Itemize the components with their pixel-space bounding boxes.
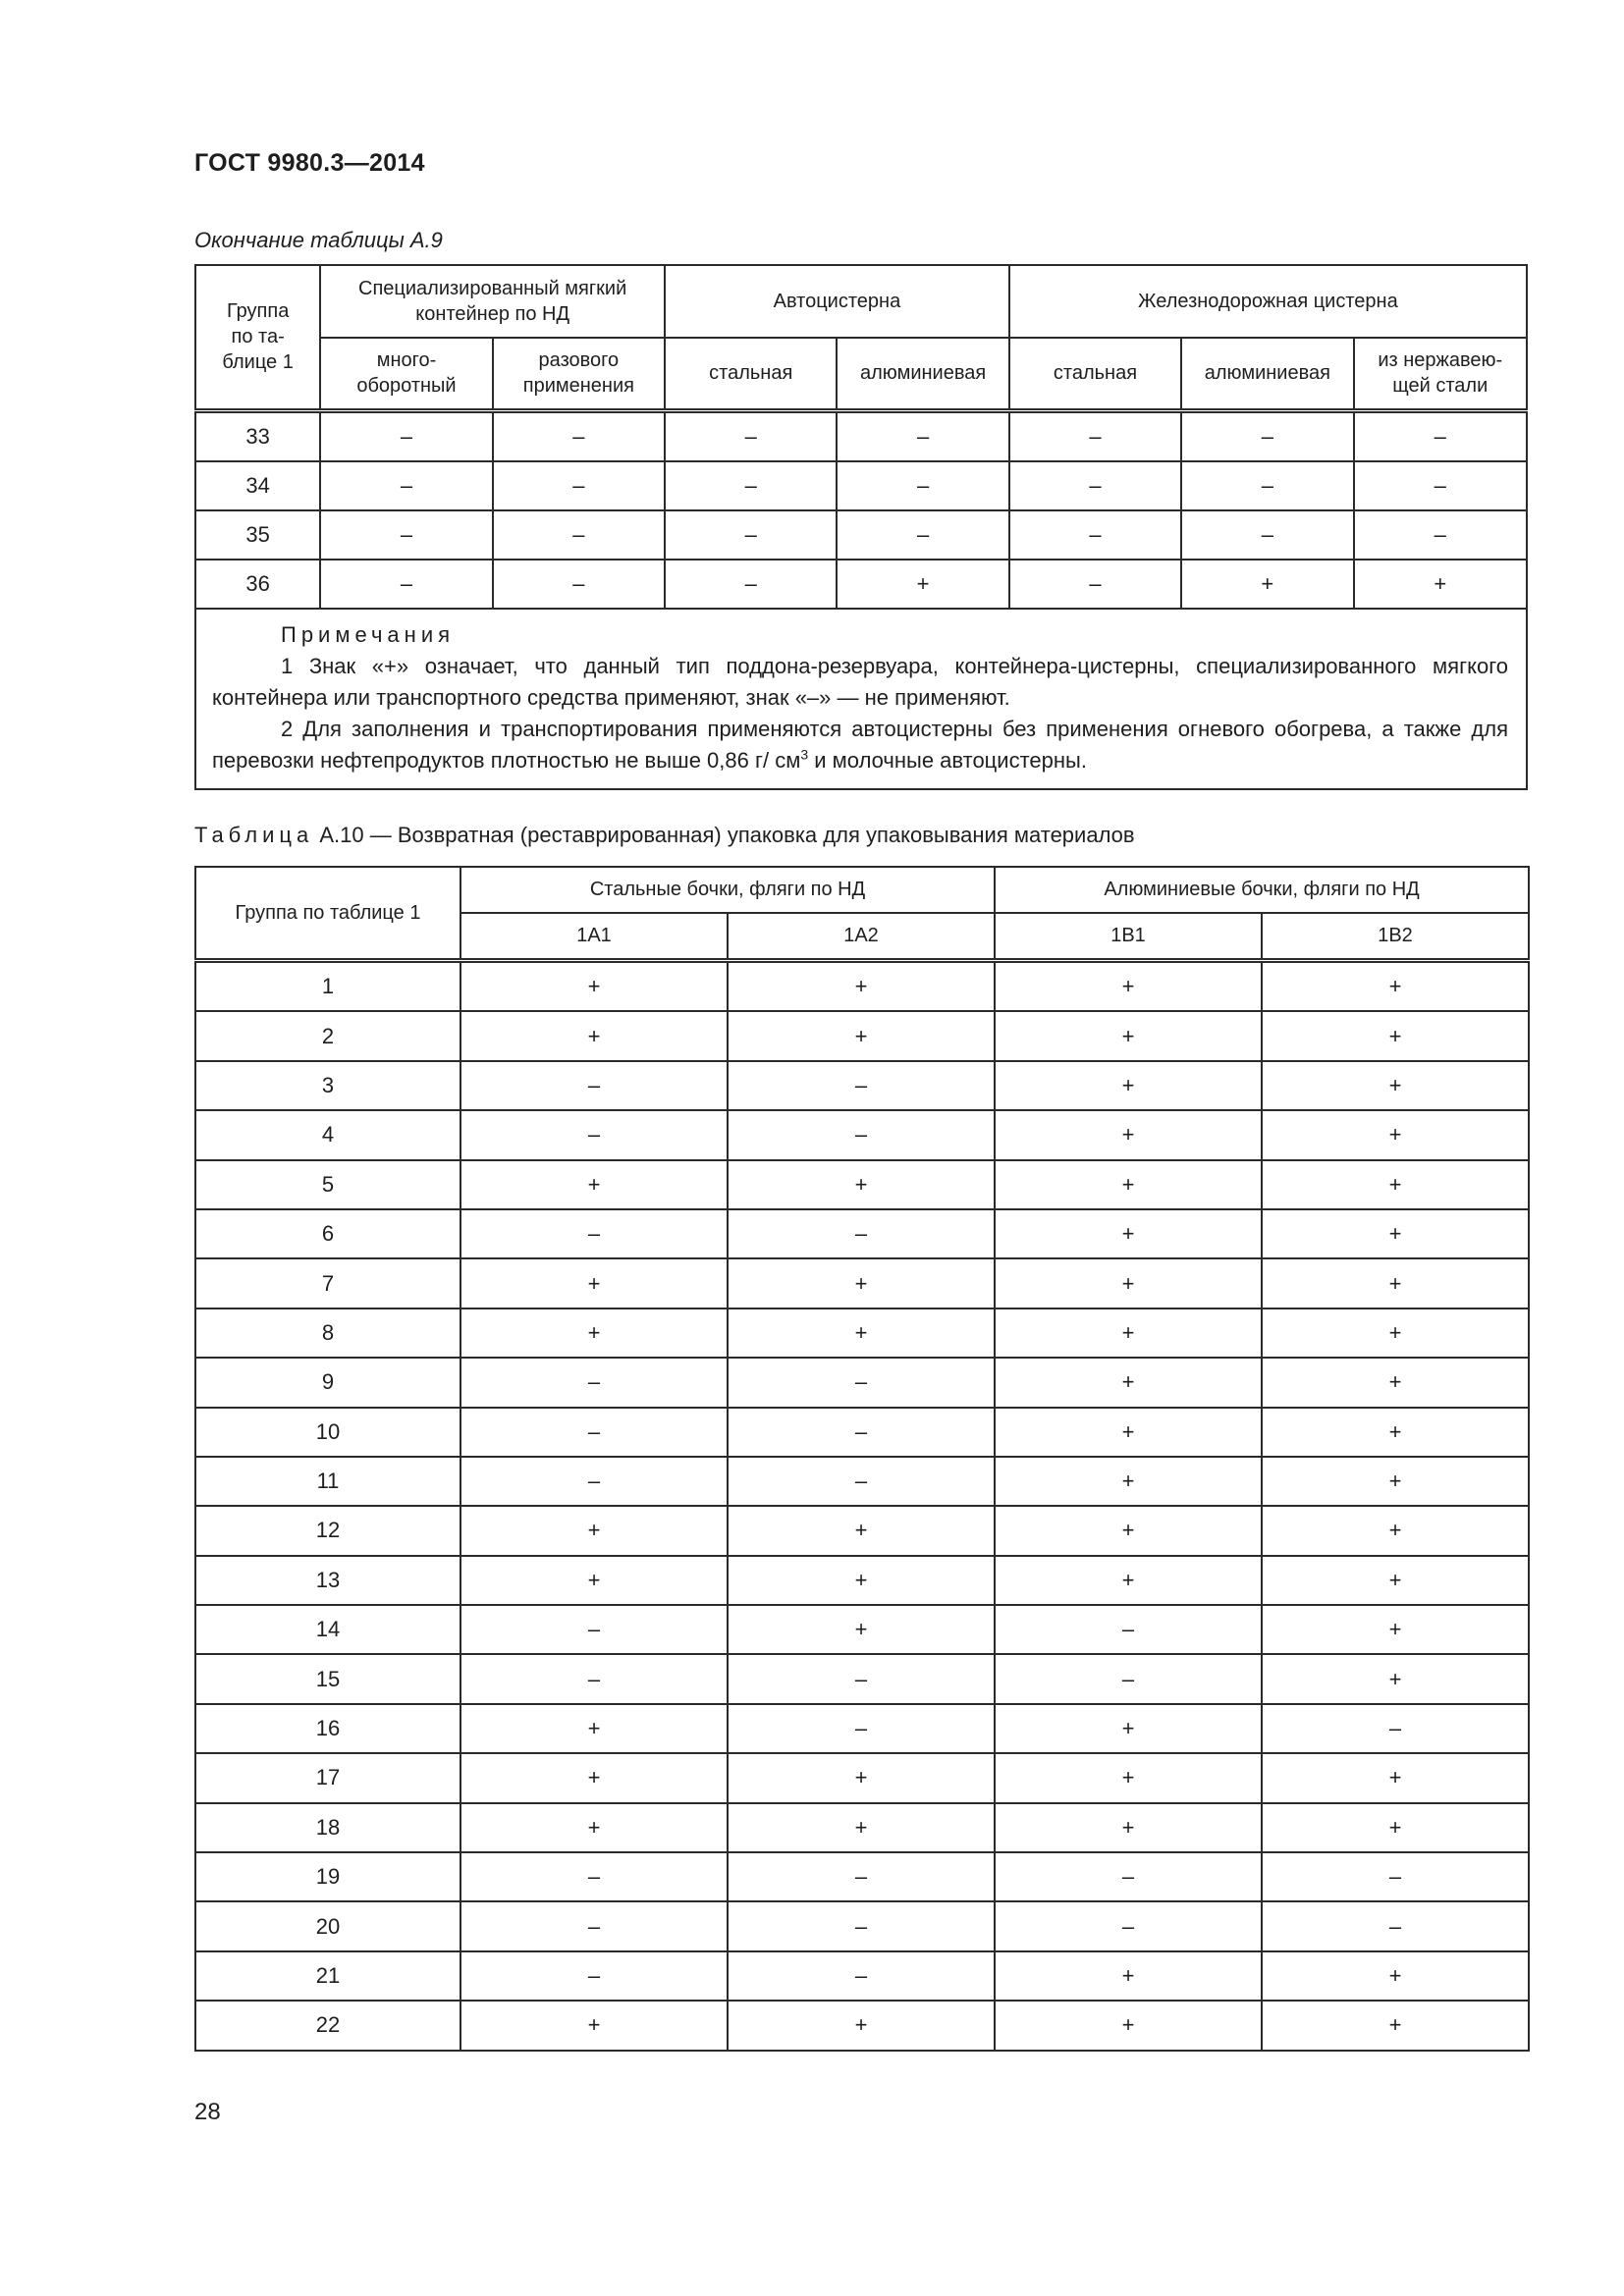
col-group-soft-container: Специализированный мягкий контейнер по НД bbox=[320, 265, 665, 338]
table-cell: – bbox=[665, 410, 837, 461]
table-cell: – bbox=[728, 1951, 995, 2001]
table-cell: + bbox=[995, 1556, 1262, 1605]
table-cell: – bbox=[1262, 1852, 1529, 1901]
table-cell: – bbox=[460, 1457, 728, 1506]
table-cell: – bbox=[728, 1654, 995, 1703]
table-cell: – bbox=[728, 1358, 995, 1407]
table-cell: – bbox=[493, 560, 665, 609]
table-cell: + bbox=[995, 961, 1262, 1012]
table-cell: + bbox=[1262, 1457, 1529, 1506]
table-cell: – bbox=[320, 410, 492, 461]
table-cell: – bbox=[1009, 410, 1181, 461]
table-cell: + bbox=[460, 1753, 728, 1802]
table-cell: + bbox=[728, 1258, 995, 1308]
table-row bbox=[195, 1258, 1529, 1308]
table-row bbox=[195, 1951, 1529, 2001]
table-a10 bbox=[194, 866, 1530, 2052]
table-row bbox=[195, 1308, 1529, 1358]
group-number-cell: 1 bbox=[195, 961, 460, 1012]
table-cell: – bbox=[493, 461, 665, 510]
table-cell: + bbox=[1262, 1110, 1529, 1159]
table-cell: + bbox=[995, 1258, 1262, 1308]
table-cell: + bbox=[728, 1753, 995, 1802]
table-cell: – bbox=[1181, 410, 1353, 461]
table-cell: + bbox=[995, 1506, 1262, 1555]
table-row bbox=[195, 961, 1529, 1012]
table-row bbox=[195, 461, 1527, 510]
table-row bbox=[195, 1011, 1529, 1060]
table-cell: + bbox=[995, 1160, 1262, 1209]
table-cell: + bbox=[995, 1408, 1262, 1457]
table-cell: + bbox=[995, 1951, 1262, 2001]
table-cell: – bbox=[728, 1408, 995, 1457]
group-number-cell: 2 bbox=[195, 1011, 460, 1060]
table-cell: + bbox=[995, 1061, 1262, 1110]
table-cell: – bbox=[320, 461, 492, 510]
col-group-auto-tank: Автоцистерна bbox=[665, 265, 1009, 338]
table-cell: + bbox=[995, 1753, 1262, 1802]
table-cell: – bbox=[460, 1654, 728, 1703]
group-number-cell: 4 bbox=[195, 1110, 460, 1159]
table-row bbox=[195, 1110, 1529, 1159]
table-cell: + bbox=[460, 1803, 728, 1852]
col-group-aluminium-drums: Алюминиевые бочки, фляги по НД bbox=[995, 867, 1529, 913]
subcol-header: 1В2 bbox=[1262, 913, 1529, 961]
table-cell: + bbox=[995, 1209, 1262, 1258]
group-number-cell: 6 bbox=[195, 1209, 460, 1258]
table-cell: – bbox=[995, 1852, 1262, 1901]
table-cell: + bbox=[1262, 1358, 1529, 1407]
group-number-cell: 20 bbox=[195, 1901, 460, 1950]
group-number-cell: 7 bbox=[195, 1258, 460, 1308]
table-cell: + bbox=[995, 1457, 1262, 1506]
subcol-header: 1А2 bbox=[728, 913, 995, 961]
subcol-header: разового применения bbox=[493, 338, 665, 410]
table-cell: – bbox=[837, 410, 1008, 461]
table-row bbox=[195, 1209, 1529, 1258]
table-row bbox=[195, 1605, 1529, 1654]
group-number-cell: 14 bbox=[195, 1605, 460, 1654]
table-cell: + bbox=[1262, 961, 1529, 1012]
table-cell: – bbox=[1354, 461, 1527, 510]
table-cell: – bbox=[995, 1605, 1262, 1654]
table-cell: + bbox=[460, 1556, 728, 1605]
table-cell: – bbox=[460, 1061, 728, 1110]
table-row bbox=[195, 1704, 1529, 1753]
table-row bbox=[195, 410, 1527, 461]
table-cell: – bbox=[728, 1209, 995, 1258]
table-cell: – bbox=[665, 560, 837, 609]
table-cell: – bbox=[460, 1110, 728, 1159]
group-number-cell: 12 bbox=[195, 1506, 460, 1555]
group-header: Группа по таблице 1 bbox=[195, 867, 460, 961]
table-cell: – bbox=[493, 510, 665, 560]
table-a9-caption: Окончание таблицы А.9 bbox=[194, 228, 443, 252]
group-number-cell: 22 bbox=[195, 2001, 460, 2050]
table-row bbox=[195, 1852, 1529, 1901]
group-number-cell: 11 bbox=[195, 1457, 460, 1506]
table-cell: + bbox=[1262, 1258, 1529, 1308]
subcol-header: 1А1 bbox=[460, 913, 728, 961]
subcol-header: стальная bbox=[665, 338, 837, 410]
table-cell: – bbox=[460, 1358, 728, 1407]
table-row bbox=[195, 1753, 1529, 1802]
table-cell: – bbox=[837, 510, 1008, 560]
table-cell: – bbox=[728, 1704, 995, 1753]
table-cell: – bbox=[728, 1901, 995, 1950]
table-cell: – bbox=[460, 1901, 728, 1950]
table-cell: + bbox=[1262, 1061, 1529, 1110]
table-cell: + bbox=[1262, 1209, 1529, 1258]
table-cell: + bbox=[1262, 1753, 1529, 1802]
table-cell: + bbox=[995, 1110, 1262, 1159]
table-cell: + bbox=[728, 961, 995, 1012]
table-cell: + bbox=[1262, 1308, 1529, 1358]
table-cell: – bbox=[1262, 1704, 1529, 1753]
group-number-cell: 21 bbox=[195, 1951, 460, 2001]
table-cell: + bbox=[837, 560, 1008, 609]
table-cell: + bbox=[1262, 1506, 1529, 1555]
group-number-cell: 5 bbox=[195, 1160, 460, 1209]
table-cell: + bbox=[1181, 560, 1353, 609]
subcol-header: стальная bbox=[1009, 338, 1181, 410]
group-number-cell: 34 bbox=[195, 461, 320, 510]
table-cell: + bbox=[460, 2001, 728, 2050]
document-header: ГОСТ 9980.3—2014 bbox=[194, 149, 425, 177]
group-number-cell: 18 bbox=[195, 1803, 460, 1852]
table-cell: – bbox=[460, 1209, 728, 1258]
table-row bbox=[195, 1803, 1529, 1852]
table-cell: – bbox=[1009, 510, 1181, 560]
table-cell: + bbox=[1354, 560, 1527, 609]
note-2: 2 Для заполнения и транспортирования применяются автоцистерны без применения огневого обогрева, а также для перевозки нефтепродуктов плотностью не выше 0,86 г/ $см^3$ и молочные автоцистерны. bbox=[212, 716, 1508, 773]
table-cell: + bbox=[995, 1308, 1262, 1358]
group-number-cell: 10 bbox=[195, 1408, 460, 1457]
group-number-cell: 3 bbox=[195, 1061, 460, 1110]
group-number-cell: 36 bbox=[195, 560, 320, 609]
table-cell: – bbox=[995, 1901, 1262, 1950]
table-cell: + bbox=[728, 2001, 995, 2050]
table-cell: + bbox=[995, 1803, 1262, 1852]
table-cell: + bbox=[728, 1506, 995, 1555]
page-number: 28 bbox=[194, 2099, 221, 2125]
col-group-steel-drums: Стальные бочки, фляги по НД bbox=[460, 867, 995, 913]
table-cell: + bbox=[1262, 1408, 1529, 1457]
table-row bbox=[195, 1901, 1529, 1950]
table-cell: – bbox=[460, 1605, 728, 1654]
note-1: 1 Знак «+» означает, что данный тип поддона-резервуара, контейнера-цистерны, специализированного мягкого контейнера или транспортного средства применяют, знак «–» — не применяют. bbox=[212, 653, 1508, 710]
table-cell: – bbox=[728, 1110, 995, 1159]
group-number-cell: 13 bbox=[195, 1556, 460, 1605]
group-number-cell: 9 bbox=[195, 1358, 460, 1407]
table-row bbox=[195, 1408, 1529, 1457]
table-cell: – bbox=[460, 1951, 728, 2001]
table-cell: – bbox=[1262, 1901, 1529, 1950]
group-number-cell: 33 bbox=[195, 410, 320, 461]
table-cell: + bbox=[460, 1258, 728, 1308]
table-row bbox=[195, 1457, 1529, 1506]
subcol-header: много-оборотный bbox=[320, 338, 492, 410]
table-cell: – bbox=[1009, 461, 1181, 510]
table-notes bbox=[195, 609, 1527, 789]
table-cell: – bbox=[1181, 461, 1353, 510]
table-cell: – bbox=[320, 510, 492, 560]
table-cell: + bbox=[1262, 1605, 1529, 1654]
table-cell: + bbox=[728, 1605, 995, 1654]
notes-title: Примечания bbox=[281, 621, 456, 647]
table-cell: + bbox=[728, 1011, 995, 1060]
table-cell: – bbox=[1009, 560, 1181, 609]
table-a9 bbox=[194, 264, 1528, 790]
table-cell: + bbox=[460, 1506, 728, 1555]
table-cell: – bbox=[837, 461, 1008, 510]
subcol-header: алюминиевая bbox=[837, 338, 1008, 410]
table-cell: + bbox=[1262, 1556, 1529, 1605]
table-cell: + bbox=[460, 1160, 728, 1209]
table-cell: – bbox=[728, 1457, 995, 1506]
col-group-rail-tank: Железнодорожная цистерна bbox=[1009, 265, 1527, 338]
table-cell: – bbox=[995, 1654, 1262, 1703]
table-cell: + bbox=[460, 1308, 728, 1358]
subcol-header: алюминиевая bbox=[1181, 338, 1353, 410]
table-cell: + bbox=[995, 1358, 1262, 1407]
group-number-cell: 19 bbox=[195, 1852, 460, 1901]
table-cell: + bbox=[460, 1704, 728, 1753]
table-cell: + bbox=[728, 1556, 995, 1605]
group-number-cell: 15 bbox=[195, 1654, 460, 1703]
table-row bbox=[195, 1654, 1529, 1703]
table-cell: – bbox=[665, 461, 837, 510]
table-row bbox=[195, 2001, 1529, 2050]
table-row bbox=[195, 510, 1527, 560]
subcol-header: из нержавею-щей стали bbox=[1354, 338, 1527, 410]
table-cell: + bbox=[1262, 1160, 1529, 1209]
table-row bbox=[195, 1506, 1529, 1555]
table-cell: – bbox=[460, 1408, 728, 1457]
table-cell: + bbox=[995, 2001, 1262, 2050]
table-cell: + bbox=[1262, 1951, 1529, 2001]
table-cell: + bbox=[1262, 2001, 1529, 2050]
subcol-header: 1В1 bbox=[995, 913, 1262, 961]
group-number-cell: 16 bbox=[195, 1704, 460, 1753]
table-row bbox=[195, 1160, 1529, 1209]
table-cell: – bbox=[1354, 510, 1527, 560]
table-cell: – bbox=[493, 410, 665, 461]
table-row bbox=[195, 1061, 1529, 1110]
table-cell: + bbox=[1262, 1011, 1529, 1060]
table-cell: – bbox=[460, 1852, 728, 1901]
table-cell: + bbox=[995, 1704, 1262, 1753]
table-a10-caption: Таблица А.10 — Возвратная (реставрированная) упаковка для упаковывания материалов bbox=[194, 823, 1135, 847]
table-cell: – bbox=[1354, 410, 1527, 461]
group-number-cell: 8 bbox=[195, 1308, 460, 1358]
table-cell: + bbox=[1262, 1654, 1529, 1703]
table-row bbox=[195, 1358, 1529, 1407]
table-row bbox=[195, 1556, 1529, 1605]
table-cell: + bbox=[728, 1803, 995, 1852]
table-row bbox=[195, 560, 1527, 609]
table-cell: + bbox=[1262, 1803, 1529, 1852]
table-cell: + bbox=[460, 961, 728, 1012]
table-cell: + bbox=[728, 1308, 995, 1358]
table-cell: + bbox=[728, 1160, 995, 1209]
group-number-cell: 17 bbox=[195, 1753, 460, 1802]
group-header: Группа по та-блице 1 bbox=[195, 265, 320, 410]
table-cell: – bbox=[728, 1061, 995, 1110]
table-cell: – bbox=[728, 1852, 995, 1901]
table-cell: – bbox=[1181, 510, 1353, 560]
table-cell: – bbox=[320, 560, 492, 609]
table-cell: + bbox=[460, 1011, 728, 1060]
table-cell: + bbox=[995, 1011, 1262, 1060]
table-cell: – bbox=[665, 510, 837, 560]
group-number-cell: 35 bbox=[195, 510, 320, 560]
